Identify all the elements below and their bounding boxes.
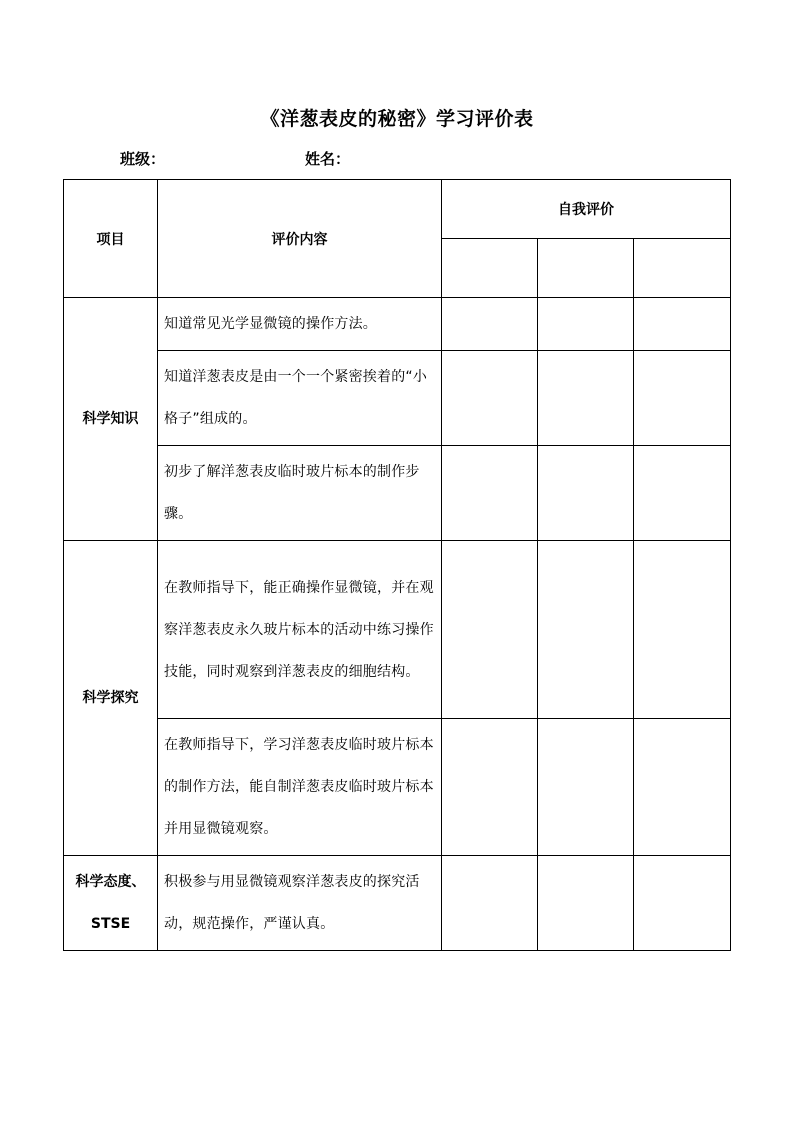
self-eval-subheader-2 — [538, 239, 634, 298]
self-eval-cell[interactable] — [634, 541, 731, 719]
self-eval-cell[interactable] — [538, 856, 634, 951]
self-eval-cell[interactable] — [634, 351, 731, 446]
header-item: 项目 — [64, 180, 158, 298]
self-eval-cell[interactable] — [538, 298, 634, 351]
class-label: 班级： — [120, 150, 166, 168]
self-eval-cell[interactable] — [442, 446, 538, 541]
eval-item-content: 初步了解洋葱表皮临时玻片标本的制作步骤。 — [158, 446, 442, 541]
header-content: 评价内容 — [158, 180, 442, 298]
name-label: 姓名： — [305, 150, 351, 168]
category-science-inquiry: 科学探究 — [64, 541, 158, 856]
eval-item-content: 积极参与用显微镜观察洋葱表皮的探究活动，规范操作，严谨认真。 — [158, 856, 442, 951]
self-eval-cell[interactable] — [442, 541, 538, 719]
self-eval-cell[interactable] — [538, 446, 634, 541]
self-eval-cell[interactable] — [634, 856, 731, 951]
self-eval-cell[interactable] — [538, 351, 634, 446]
self-eval-cell[interactable] — [442, 298, 538, 351]
self-eval-cell[interactable] — [634, 719, 731, 856]
self-eval-subheader-1 — [442, 239, 538, 298]
evaluation-table — [63, 179, 731, 951]
category-science-knowledge: 科学知识 — [64, 298, 158, 541]
eval-item-content: 在教师指导下，学习洋葱表皮临时玻片标本的制作方法，能自制洋葱表皮临时玻片标本并用显微镜观察。 — [158, 719, 442, 856]
self-eval-cell[interactable] — [442, 351, 538, 446]
self-eval-cell[interactable] — [634, 298, 731, 351]
self-eval-subheader-3 — [634, 239, 731, 298]
self-eval-cell[interactable] — [538, 719, 634, 856]
page-title: 《洋葱表皮的秘密》学习评价表 — [260, 108, 534, 130]
self-eval-cell[interactable] — [634, 446, 731, 541]
header-self-eval: 自我评价 — [442, 180, 731, 239]
self-eval-cell[interactable] — [538, 541, 634, 719]
self-eval-cell[interactable] — [442, 856, 538, 951]
category-science-attitude-stse: 科学态度、STSE — [64, 856, 158, 951]
self-eval-cell[interactable] — [442, 719, 538, 856]
eval-item-content: 在教师指导下，能正确操作显微镜，并在观察洋葱表皮永久玻片标本的活动中练习操作技能，同时观察到洋葱表皮的细胞结构。 — [158, 541, 442, 719]
eval-item-content: 知道洋葱表皮是由一个一个紧密挨着的“小格子”组成的。 — [158, 351, 442, 446]
eval-item-content: 知道常见光学显微镜的操作方法。 — [158, 298, 442, 351]
